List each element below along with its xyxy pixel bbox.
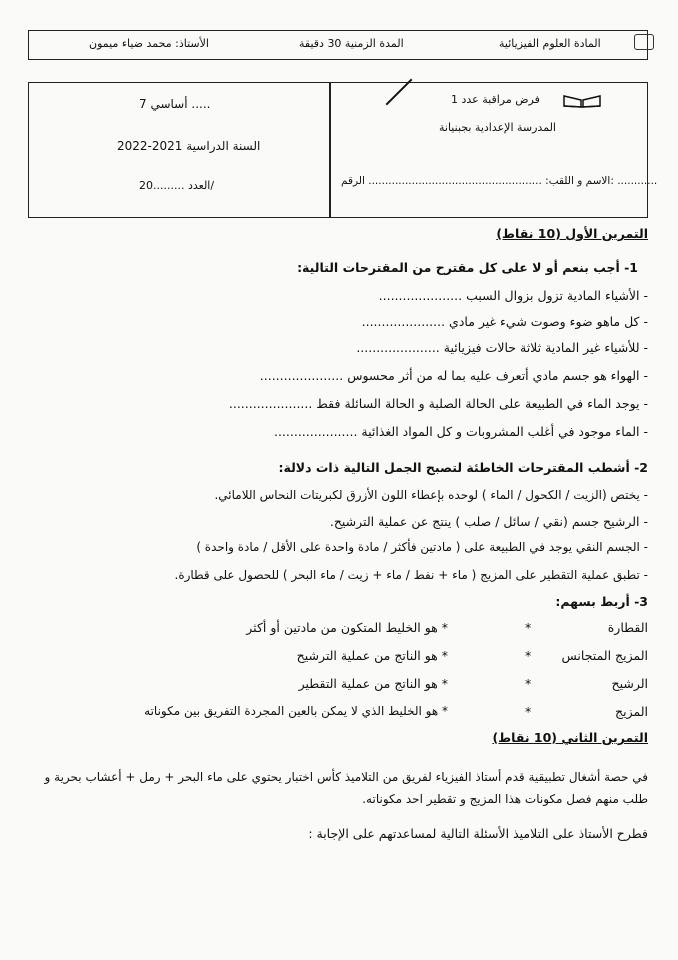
class-label: 7 أساسي ..... bbox=[139, 97, 211, 111]
logo-icon bbox=[634, 34, 654, 50]
exam-duration: المدة الزمنية 30 دقيقة bbox=[299, 37, 404, 50]
q1-item: - الهواء هو جسم مادي أتعرف عليه بما له من أثر محسوس ..................... bbox=[259, 368, 648, 383]
q3-title: 3- أربط بسهم: bbox=[555, 594, 648, 609]
exercise2-prompt: فطرح الأستاذ على التلاميذ الأسئلة التالية لمساعدتهم على الإجابة : bbox=[308, 826, 648, 841]
book-icon bbox=[562, 90, 602, 108]
q1-item: - الماء موجود في أغلب المشروبات و كل المواد الغذائية ..................... bbox=[273, 424, 648, 439]
exercise1-title: التمرين الأول (10 نقاط) bbox=[496, 226, 648, 241]
q1-item: - يوجد الماء في الطبيعة على الحالة الصلبة و الحالة السائلة فقط ..................... bbox=[228, 396, 648, 411]
q2-title: 2- أشطب المقترحات الخاطئة لتصبح الجمل التالية ذات دلالة: bbox=[278, 460, 648, 475]
q1-item: - الأشياء المادية تزول بزوال السبب ..................... bbox=[378, 288, 648, 303]
match-right-item: * هو الناتج من عملية الترشيح bbox=[296, 648, 448, 663]
match-left-item: المزيج bbox=[615, 704, 648, 719]
q1-title: 1- أجب بنعم أو لا على كل مقترح من المقترحات التالية: bbox=[297, 260, 638, 275]
q1-item: - كل ماهو ضوء وصوت شيء غير مادي ..................... bbox=[361, 314, 648, 329]
match-right-item: * هو الناتج من عملية التقطير bbox=[298, 676, 448, 691]
match-bullet: * bbox=[525, 676, 532, 691]
school-name: المدرسة الإعدادية بجبنيانة bbox=[439, 121, 556, 134]
header-row bbox=[28, 30, 648, 60]
q2-item: - الجسم النقي يوجد في الطبيعة على ( مادتين فأكثر / مادة واحدة على الأقل / مادة واحدة ) bbox=[196, 540, 648, 554]
subject-name: المادة العلوم الفيزيائية bbox=[499, 37, 601, 50]
match-left-item: الرشيح bbox=[611, 676, 648, 691]
student-name-field[interactable]: الاسم و اللقب: .................................................... الرقم: ............ bbox=[341, 175, 658, 187]
info-box bbox=[28, 82, 658, 218]
q2-item: - يختص (الزيت / الكحول / الماء ) لوحده بإعطاء اللون الأزرق لكبريتات النحاس اللامائي. bbox=[214, 488, 648, 502]
exercise2-paragraph: في حصة أشغال تطبيقية قدم أستاذ الفيزياء لفريق من التلاميذ كأس اختبار يحتوي على ماء البحر + رمل + أعشاب بحرية و طلب منهم فصل مكونات هذا المزيج و تقطير احد مكوناته. bbox=[44, 770, 648, 806]
match-right-item: * هو الخليط المتكون من مادتين أو أكثر bbox=[246, 620, 448, 635]
match-left-item: القطارة bbox=[607, 620, 648, 635]
q1-item: - للأشياء غير المادية ثلاثة حالات فيزيائية ..................... bbox=[356, 340, 648, 355]
match-bullet: * bbox=[525, 620, 532, 635]
exam-title: فرض مراقبة عدد 1 bbox=[451, 93, 540, 106]
match-bullet: * bbox=[525, 704, 532, 719]
teacher-name: الأستاذ: محمد ضياء ميمون bbox=[89, 37, 209, 50]
q2-item: - الرشيح جسم (نقي / سائل / صلب ) ينتج عن عملية الترشيح. bbox=[329, 514, 648, 529]
match-right-item: * هو الخليط الذي لا يمكن بالعين المجردة التفريق بين مكوناته bbox=[144, 704, 448, 718]
match-bullet: * bbox=[525, 648, 532, 663]
school-year: السنة الدراسية 2021-2022 bbox=[117, 139, 261, 153]
q2-item: - تطبق عملية التقطير على المزيج ( ماء + نفط / ماء + زيت / ماء البحر ) للحصول على قطارة. bbox=[174, 568, 648, 582]
match-left-item: المزيج المتجانس bbox=[561, 648, 648, 663]
info-divider bbox=[329, 83, 331, 217]
score-field: العدد .........20/ bbox=[139, 179, 215, 192]
exercise2-title: التمرين الثاني (10 نقاط) bbox=[492, 730, 648, 745]
